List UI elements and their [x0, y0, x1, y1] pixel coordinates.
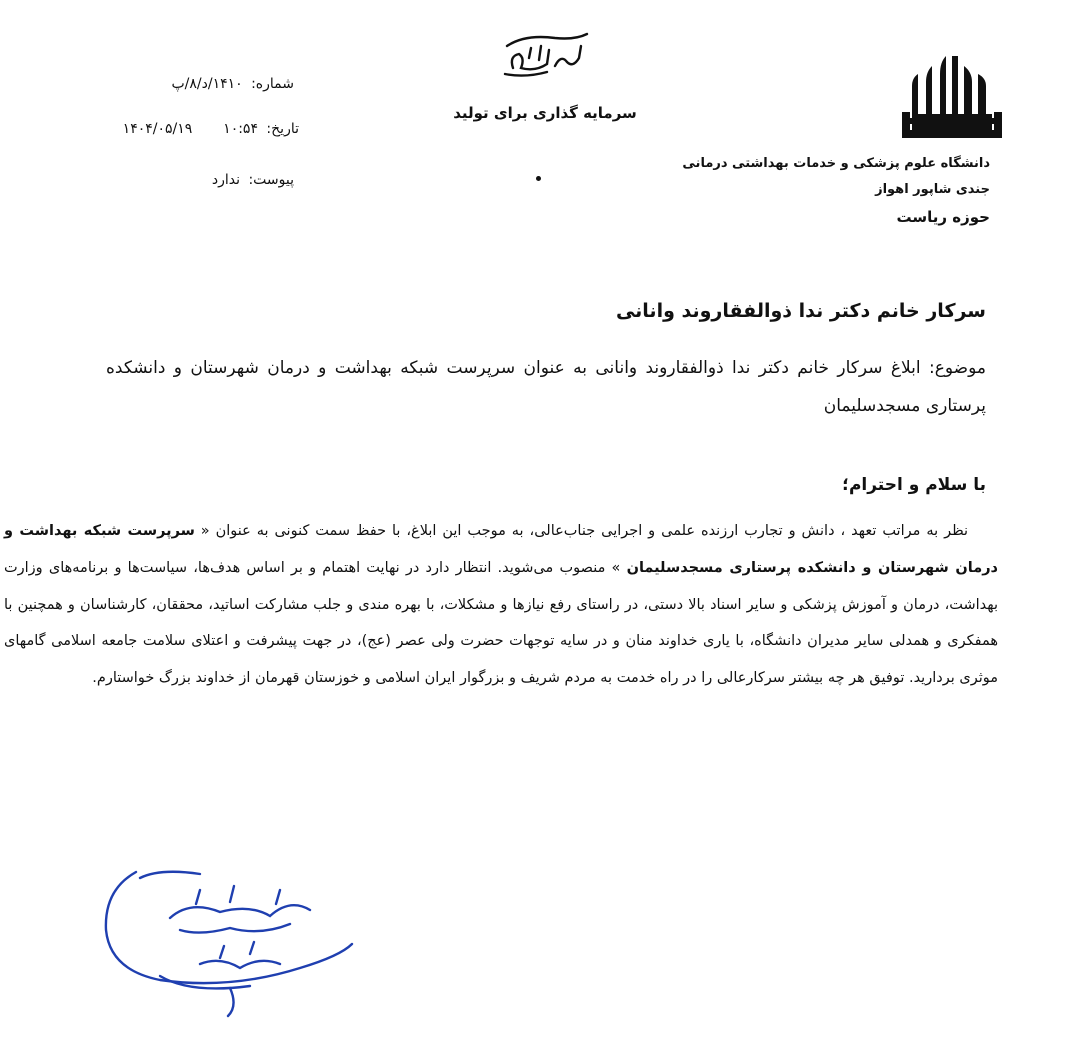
number-value: ۱۴۱۰/د/۸/پ: [171, 76, 243, 92]
decorative-dot: [536, 176, 541, 181]
subject: [106, 349, 986, 425]
signature: [100, 860, 360, 1020]
attachment-label: پیوست:: [248, 172, 294, 188]
department-name: حوزه ریاست: [896, 208, 990, 226]
body-part-2: » منصوب می‌شوید. انتظار دارد در نهایت اهتمام و بر اساس هدف‌ها، سیاست‌ها و برنامه‌های وزارت بهداشت، درمان و آموزش پزشکی و سایر اسناد بالا دستی، در راستای رفع نیازها و مشکلات، با بهره مندی و جلب مشارکت اساتید، محققان، کارشناسان و همچنین با همفکری و همدلی سایر مدیران دانشگاه، با یاری خداوند منان و در سایه توجهات حضرت ولی عصر (عج)، در جهت پیشرفت و اعتلای سلامت جامعه اسلامی گامهای موثری بردارید. توفیق هر چه بیشتر سرکارعالی را در راه خدمت به مردم شریف و بزرگوار ایران اسلامی و خوزستان قهرمان از خداوند بزرگ خواستارم.: [4, 559, 998, 687]
subject-label: موضوع:: [929, 358, 986, 378]
subject-text: ابلاغ سرکار خانم دکتر ندا ذوالفقاروند وانانی به عنوان سرپرست شبکه بهداشت و درمان شهرستان و دانشکده پرستاری مسجدسلیمان: [106, 358, 986, 416]
date-value: ۱۴۰۴/۰۵/۱۹: [122, 121, 193, 137]
time-value: ۱۰:۵۴: [223, 121, 258, 137]
number-label: شماره:: [251, 76, 294, 92]
university-logo: [902, 52, 1002, 138]
letter-attachment: [212, 172, 294, 188]
slogan: سرمایه گذاری برای تولید: [453, 104, 637, 122]
letter-date: [123, 121, 299, 137]
greeting: با سلام و احترام؛: [842, 475, 986, 495]
body-bold-title: سرپرست شبکه بهداشت و درمان شهرستان و دانشکده پرستاری مسجدسلیمان: [4, 523, 998, 576]
letter-number: [171, 76, 294, 92]
recipient: سرکار خانم دکتر ندا ذوالفقاروند وانانی: [615, 300, 986, 322]
attachment-value: ندارد: [211, 172, 240, 188]
university-name-subline: جندی شاپور اهواز: [875, 182, 990, 197]
letter-body: [4, 513, 998, 697]
body-part-1: نظر به مراتب تعهد ، دانش و تجارب ارزنده علمی و اجرایی جناب‌عالی، به موجب این ابلاغ، با حفظ سمت کنونی به عنوان «: [200, 523, 968, 539]
university-name: دانشگاه علوم پزشکی و خدمات بهداشتی درمانی: [682, 156, 990, 171]
bismillah-calligraphy: [495, 28, 595, 80]
date-label: تاریخ:: [266, 121, 299, 137]
